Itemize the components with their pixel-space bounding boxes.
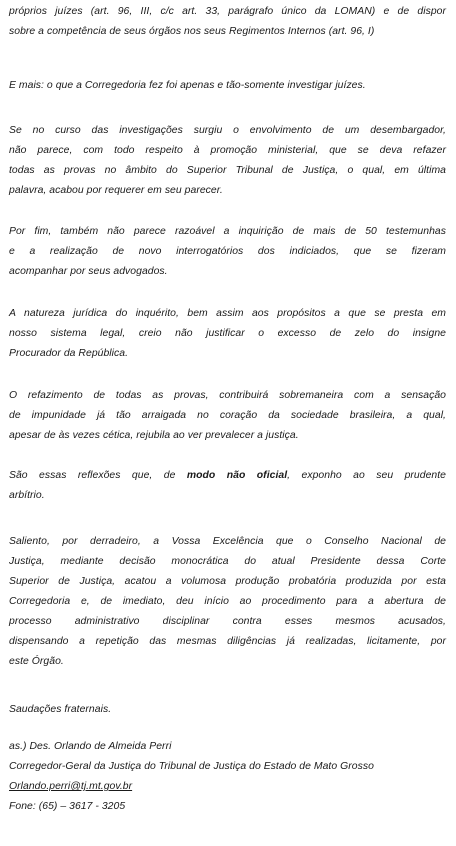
text-line: Por fim, também não parece razoável a inquirição de mais de 50 testemunhas (9, 226, 446, 237)
text-line: Corregedoria e, de imediato, deu início ao procedimento para a abertura de (9, 596, 446, 607)
text-line: de impunidade já tão arraigada no coração da sociedade brasileira, a qual, (9, 410, 446, 421)
text-line: dispensando a repetição das mesmas diligências já realizadas, licitamente, por (9, 636, 446, 647)
text-line: sobre a competência de seus órgãos nos seus Regimentos Internos (art. 96, I) (9, 26, 375, 37)
text-line: apesar de às vezes cética, rejubila ao ver prevalecer a justiça. (9, 430, 299, 441)
text-line: próprios juízes (art. 96, III, c/c art. 33, parágrafo único da LOMAN) e de dispor (9, 6, 446, 17)
text-line: O refazimento de todas as provas, contribuirá sobremaneira com a sensação (9, 390, 446, 401)
text-line: Se no curso das investigações surgiu o envolvimento de um desembargador, (9, 125, 446, 136)
signature-block (9, 737, 446, 817)
bold-phrase: modo não oficial (186, 470, 288, 481)
paragraph-loman (9, 2, 446, 42)
signature-phone: Fone: (65) – 3617 - 3205 (9, 801, 126, 812)
text-line: Procurador da República. (9, 348, 129, 359)
text-line: nosso sistema legal, creio não justificar o excesso de zelo do insigne (9, 328, 446, 339)
paragraph-investigacoes (9, 121, 446, 201)
text-line: Saudações fraternais. (9, 704, 112, 715)
text-line: arbítrio. (9, 490, 45, 501)
signature-email-link[interactable]: Orlando.perri@tj.mt.gov.br (9, 781, 133, 792)
text-line: este Órgão. (9, 656, 64, 667)
text-line: A natureza jurídica do inquérito, bem assim aos propósitos a que se presta em (9, 308, 446, 319)
paragraph-corregedoria (9, 76, 446, 96)
text-line: Justiça, mediante decisão monocrática do atual Presidente dessa Corte (9, 556, 446, 567)
text-line: e a realização de novo interrogatórios dos indiciados, que se fizeram (9, 246, 446, 257)
paragraph-testemunhas (9, 222, 446, 282)
text-line: Saliento, por derradeiro, a Vossa Excelência que o Conselho Nacional de (9, 536, 446, 547)
text-line: processo administrativo disciplinar contra esses mesmos acusados, (9, 616, 446, 627)
text-line (9, 466, 446, 486)
text-line: E mais: o que a Corregedoria fez foi apenas e tão-somente investigar juízes. (9, 80, 366, 91)
text-line: todas as provas no âmbito do Superior Tribunal de Justiça, o qual, em última (9, 165, 446, 176)
paragraph-saudacoes (9, 700, 446, 720)
text-line: Superior de Justiça, acatou a volumosa produção probatória produzida por esta (9, 576, 446, 587)
text-line: palavra, acabou por requerer em seu parecer. (9, 185, 223, 196)
text-line: acompanhar por seus advogados. (9, 266, 168, 277)
text-segment: , exponho ao seu prudente (287, 470, 446, 481)
paragraph-saliento (9, 532, 446, 672)
text-line: não parece, com todo respeito à promoção ministerial, que se deva refazer (9, 145, 446, 156)
text-segment: São essas reflexões que, de (9, 470, 187, 481)
paragraph-reflexoes (9, 466, 446, 506)
paragraph-refazimento (9, 386, 446, 446)
paragraph-natureza-juridica (9, 304, 446, 364)
signature-name: as.) Des. Orlando de Almeida Perri (9, 741, 172, 752)
signature-title: Corregedor-Geral da Justiça do Tribunal de Justiça do Estado de Mato Grosso (9, 761, 374, 772)
